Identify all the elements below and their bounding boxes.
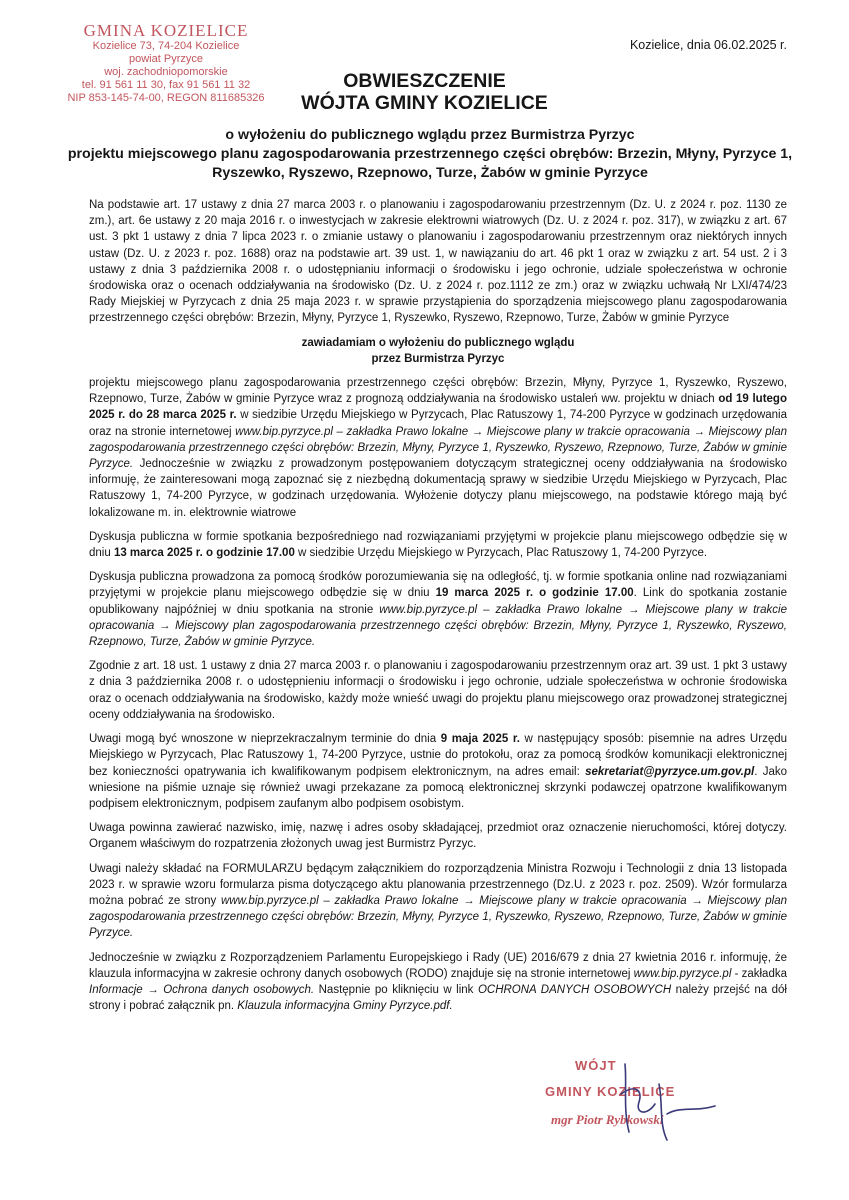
discussion-paragraph [89, 529, 787, 561]
document-date: Kozielice, dnia 06.02.2025 r. [629, 38, 787, 52]
signature-block [535, 1058, 725, 1138]
announcement-line-1: zawiadamiam o wyłożeniu do publicznego wglądu [301, 336, 575, 349]
announcement [89, 335, 787, 367]
legal-basis-paragraph: Na podstawie art. 17 ustawy z dnia 27 marca 2003 r. o planowaniu i zagospodarowaniu przestrzennym (Dz. U. z 2024 r. poz. 1130 ze zm.), art. 6e ustawy z 20 maja 2016 r. o inwestycjach w zakresie elektrowni wiatrowych (Dz. U. z 2024 r. poz. 317), w związku z art. 67 ust. 3 pkt 1 ustawy z dnia 7 lipca 2023 r. o zmianie ustawy o planowaniu i zagospodarowaniu przestrzennym oraz niektórych innych ustaw (Dz. U. z 2023 r. poz. 1688) oraz na podstawie art. 39 ust. 1, w nawiązaniu do art. 46 pkt 1 oraz w związku z art. 54 ust. 2 i 3 ustawy z dnia 3 października 2008 r. o udostępnianiu informacji o środowisku i jego ochronie, udziale społeczeństwa w ochronie środowiska oraz o ocenach oddziaływania na środowisko (Dz. U. z 2024 r. poz.1112 ze zm.) oraz w związku uchwałą Nr LXI/474/23 Rady Miejskiej w Pyrzycach z dnia 25 maja 2023 r. w sprawie przystąpienia do sporządzenia miejscowego planu zagospodarowania przestrzennego części obrębów: Brzezin, Młyny, Pyrzyce 1, Ryszewko, Ryszewo, Rzepnowo, Turze, Żabów w gminie Pyrzyce [89, 199, 787, 325]
signature-name: mgr Piotr Rybkowski [551, 1112, 664, 1127]
stamp-phone: tel. 91 561 11 30, fax 91 561 11 32 [81, 79, 251, 91]
text: Jednocześnie w związku z prowadzonym postępowaniem dotyczącym strategicznej oceny oddziaływania na środowisko informuję, że zainteresowani mogą zapoznać się z niezbędną dokumentacją sprawy w siedzibie Urzędu Miejskiego w Pyrzycach, Plac Ratuszowy 1, 74-200 Pyrzyce, w godzinach urzędowania. Wyłożenie dotyczy planu miejscowego, na podstawie którego mają być lokalizowane m. in. elektrownie wiatrowe [89, 458, 787, 519]
text: w siedzibie Urzędu Miejskiego w Pyrzycach, Plac Ratuszowy 1, 74-200 Pyrzyce. [294, 547, 708, 560]
subject-line-1: o wyłożeniu do publicznego wglądu przez Burmistrza Pyrzyc [225, 127, 635, 143]
text: w następujący sposób: pisemnie na adres Urzędu Miejskiego w Pyrzycach, Plac Ratuszowy 1, 74-200 Pyrzyce, ustnie do protokołu, oraz za pomocą środków komunikacji elektronicznej bez konieczności opatrywania ich kwalifikowanym podpisem elektronicznym, na adres email: [89, 733, 788, 778]
text: - zakładka [731, 967, 787, 980]
text: Dyskusja publiczna w formie spotkania bezpośredniego nad rozwiązaniami przyjętymi w projekcie planu miejscowego odbędzie się w dniu [89, 530, 787, 560]
signature-role: WÓJT [575, 1058, 617, 1073]
text: Uwagi mogą być wnoszone w nieprzekraczalnym terminie do dnia [89, 733, 441, 746]
signature-office: GMINY KOZIELICE [545, 1084, 676, 1099]
handwritten-signature [555, 1054, 725, 1144]
stamp-address: Kozielice 73, 74-204 Kozielice [92, 40, 240, 52]
bip-link[interactable]: www.bip.pyrzyce.pl – zakładka Prawo lokalne → Miejscowe plany w trakcie opracowania → Miejscowy plan zagospodarowania przestrzennego części obrębów: Brzezin, Młyny, Pyrzyce 1, Ryszewko, Ryszewo, Rzepnowo, Turze, Żabów w gminie Pyrzyce. [89, 425, 788, 471]
rodo-paragraph [89, 950, 787, 1015]
stamp-title: GMINA KOZIELICE [83, 21, 249, 40]
document-heading [0, 70, 849, 114]
stamp-nip: NIP 853-145-74-00, REGON 811685326 [67, 92, 265, 104]
text: Jednocześnie w związku z Rozporządzeniem Parlamentu Europejskiego i Rady (UE) 2016/679 z dnia 27 kwietnia 2016 r. informuję, że klauzula informacyjna w zakresie ochrony danych osobowych (RODO) znajduje się na stronie internetowej [89, 951, 787, 980]
text: projektu miejscowego planu zagospodarowania przestrzennego części obrębów: Brzezin, Młyny, Pyrzyce 1, Ryszewko, Ryszewo, Rzepnowo, Turze, Żabów w gminie Pyrzyce wraz z prognozą oddziaływania na środowisko ustaleń ww. projektu w dniach [89, 377, 787, 406]
subject-line-2: projektu miejscowego planu zagospodarowania przestrzennego części obrębów: Brzezin, Młyny, Pyrzyce 1, Ryszewko, Ryszewo, Rzepnowo, Turze, Żabów w gminie Pyrzyce [67, 146, 793, 181]
text: Następnie po kliknięciu w link [314, 983, 478, 996]
text: Dyskusja publiczna prowadzona za pomocą środków porozumiewania się na odległość, tj. w formie spotkania online nad rozwiązaniami przyjętymi w projekcie planu miejscowego odbędzie się w dniu [89, 571, 787, 600]
exhibition-dates: od 19 lutego 2025 r. do 28 marca 2025 r. [89, 393, 787, 422]
document-body [89, 197, 787, 1022]
text: . Link do spotkania zostanie opublikowany najpóźniej w dniu spotkania na stronie [89, 587, 787, 616]
document-subject [60, 126, 800, 183]
stamp-county: powiat Pyrzyce [129, 53, 203, 65]
rodo-path: Informacje → Ochrona danych osobowych. [89, 983, 315, 996]
comments-content-paragraph: Uwaga powinna zawierać nazwisko, imię, nazwę i adres osoby składającej, przedmiot oraz oznaczenie nieruchomości, której dotyczy. Organem właściwym do rozpatrzenia złożonych uwag jest Burmistrz Pyrzyc. [89, 822, 787, 851]
deadline-date: 9 maja 2025 r. [440, 733, 520, 746]
bip-link[interactable]: www.bip.pyrzyce.pl [633, 967, 732, 980]
text: w siedzibie Urzędu Miejskiego w Pyrzycach, Plac Ratuszowy 1, 74-200 Pyrzyce w godzinach urzędowania oraz na stronie internetowej [89, 409, 787, 438]
form-paragraph [89, 861, 787, 942]
text: Uwagi należy składać na FORMULARZU będącym załącznikiem do rozporządzenia Ministra Rozwoju i Technologii z dnia 13 listopada 2023 r. w sprawie wzoru formularza pisma dotyczącego aktu planowania przestrzennego (Dz.U. z 2023 r. poz. 2509). Wzór formularza można pobrać ze strony [89, 862, 787, 907]
bip-link[interactable]: www.bip.pyrzyce.pl – zakładka Prawo lokalne → Miejscowe plany w trakcie opracowania → Miejscowy plan zagospodarowania przestrzennego części obrębów: Brzezin, Młyny, Pyrzyce 1, Ryszewko, Ryszewo, Rzepnowo, Turze, Żabów w gminie Pyrzyce. [89, 603, 787, 649]
stamp-voivodeship: woj. zachodniopomorskie [104, 66, 228, 78]
online-discussion-date: 19 marca 2025 r. o godzinie 17.00 [435, 587, 634, 600]
exhibition-paragraph [89, 375, 787, 521]
comments-right-paragraph: Zgodnie z art. 18 ust. 1 ustawy z dnia 27 marca 2003 r. o planowaniu i zagospodarowaniu przestrzennym oraz art. 39 ust. 1 pkt 3 ustawy z dnia 3 października 2008 r. o udostępnieniu informacji o środowisku i jego ochronie, udziale społeczeństwa w ochronie środowiska oraz o ocenach oddziaływania na środowisko, każdy może wnieść uwagi do projektu planu miejscowego oraz prowadzonej strategicznej oceny oddziaływania na środowisko. [89, 660, 787, 721]
text: . Jako wniesione na piśmie uznaje się również uwagi przekazane za pomocą elektronicznej skrzynki podawczej opatrzone kwalifikowanym podpisem elektronicznym, podpisem zaufanym albo podpisem osobistym. [89, 765, 787, 810]
bip-link[interactable]: www.bip.pyrzyce.pl – zakładka Prawo lokalne → Miejscowe plany w trakcie opracowania → Miejscowy plan zagospodarowania przestrzennego części obrębów: Brzezin, Młyny, Pyrzyce 1, Ryszewko, Ryszewo, Rzepnowo, Turze, Żabów w gminie Pyrzyce. [89, 894, 788, 940]
comments-deadline-paragraph [89, 731, 787, 812]
heading-title: OBWIESZCZENIE [343, 70, 506, 92]
discussion-date: 13 marca 2025 r. o godzinie 17.00 [113, 547, 295, 560]
attachment-name: Klauzula informacyjna Gminy Pyrzyce.pdf. [237, 1000, 453, 1013]
text: należy przejść na dół strony i pobrać załącznik pn. [89, 983, 787, 1013]
rodo-link[interactable]: OCHRONA DANYCH OSOBOWYCH [477, 983, 672, 996]
heading-issuer: WÓJTA GMINY KOZIELICE [301, 92, 548, 114]
announcement-line-2: przez Burmistrza Pyrzyc [371, 352, 505, 365]
online-discussion-paragraph [89, 569, 787, 650]
email-link[interactable]: sekretariat@pyrzyce.um.gov.pl [585, 765, 755, 778]
